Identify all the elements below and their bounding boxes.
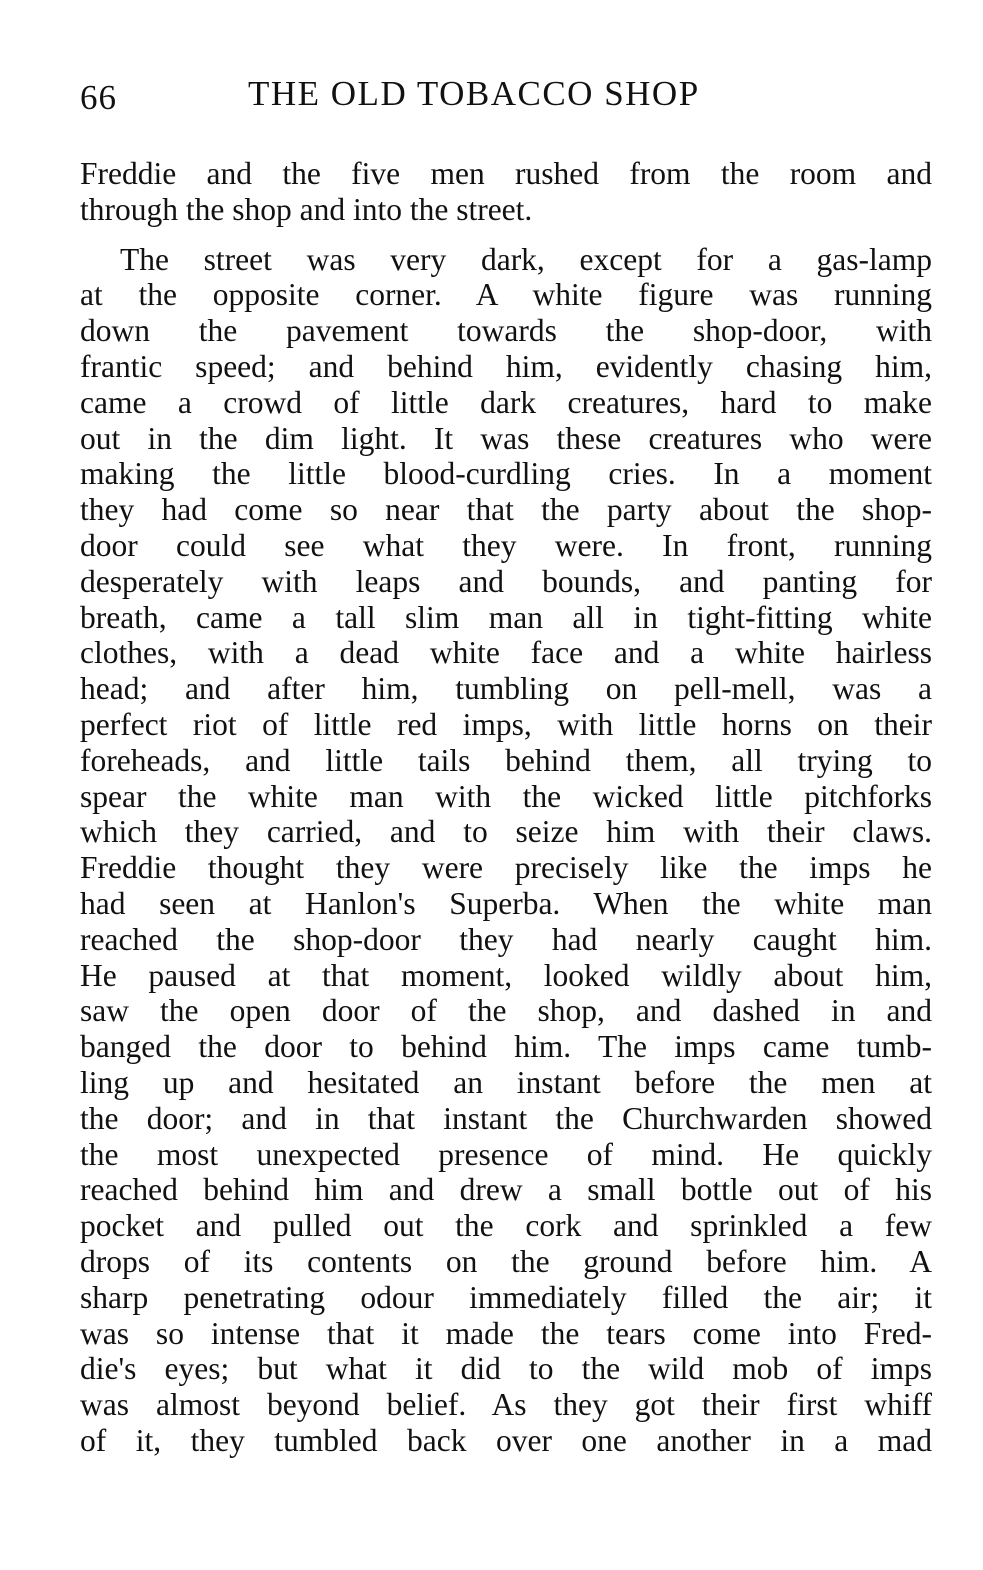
- text-line: Freddie thought they were precisely like the imps he: [80, 850, 932, 886]
- text-line: desperately with leaps and bounds, and panting for: [80, 563, 932, 599]
- text-line: which they carried, and to seize him with their claws.: [80, 814, 932, 850]
- text-line: perfect riot of little red imps, with little horns on their: [80, 706, 932, 742]
- text-line: foreheads, and little tails behind them, all trying to: [80, 742, 932, 778]
- text-line: making the little blood-curdling cries. In a moment: [80, 456, 932, 492]
- text-line: saw the open door of the shop, and dashed in and: [80, 993, 932, 1029]
- text-line: door could see what they were. In front, running: [80, 527, 932, 563]
- text-line: breath, came a tall slim man all in tight-fitting white: [80, 599, 932, 635]
- text-line: frantic speed; and behind him, evidently chasing him,: [80, 348, 932, 384]
- text-line: the most unexpected presence of mind. He quickly: [80, 1136, 932, 1172]
- text-line: die's eyes; but what it did to the wild mob of imps: [80, 1351, 932, 1387]
- paragraph-2: [80, 242, 932, 1459]
- text-line: ling up and hesitated an instant before the men at: [80, 1064, 932, 1100]
- text-line: head; and after him, tumbling on pell-mell, was a: [80, 671, 932, 707]
- text-line: reached behind him and drew a small bottle out of his: [80, 1172, 932, 1208]
- text-line: sharp penetrating odour immediately filled the air; it: [80, 1279, 932, 1315]
- page-header: [80, 70, 932, 130]
- text-line: Freddie and the five men rushed from the room and: [80, 156, 932, 191]
- text-line: pocket and pulled out the cork and sprinkled a few: [80, 1208, 932, 1244]
- text-line: they had come so near that the party about the shop-: [80, 492, 932, 528]
- text-line: was so intense that it made the tears come into Fred-: [80, 1315, 932, 1351]
- text-line: came a crowd of little dark creatures, hard to make: [80, 384, 932, 420]
- text-line: had seen at Hanlon's Superba. When the white man: [80, 885, 932, 921]
- text-line: The street was very dark, except for a gas-lamp: [120, 241, 932, 277]
- paragraph-1: [80, 156, 932, 228]
- text-line: reached the shop-door they had nearly caught him.: [80, 921, 932, 957]
- text-line: down the pavement towards the shop-door, with: [80, 313, 932, 349]
- text-line: the door; and in that instant the Churchwarden showed: [80, 1100, 932, 1136]
- text-line: was almost beyond belief. As they got their first whiff: [80, 1387, 932, 1423]
- text-line: at the opposite corner. A white figure was running: [80, 277, 932, 313]
- running-title: THE OLD TOBACCO SHOP: [248, 74, 700, 113]
- book-page: [80, 70, 932, 1459]
- text-line: banged the door to behind him. The imps came tumb-: [80, 1029, 932, 1065]
- text-line: out in the dim light. It was these creatures who were: [80, 420, 932, 456]
- text-line: spear the white man with the wicked little pitchforks: [80, 778, 932, 814]
- text-line: drops of its contents on the ground before him. A: [80, 1243, 932, 1279]
- page-number: 66: [80, 78, 117, 117]
- text-line: clothes, with a dead white face and a white hairless: [80, 635, 932, 671]
- text-line: through the shop and into the street.: [80, 191, 533, 227]
- text-line: He paused at that moment, looked wildly about him,: [80, 957, 932, 993]
- text-line: of it, they tumbled back over one another in a mad: [80, 1422, 932, 1458]
